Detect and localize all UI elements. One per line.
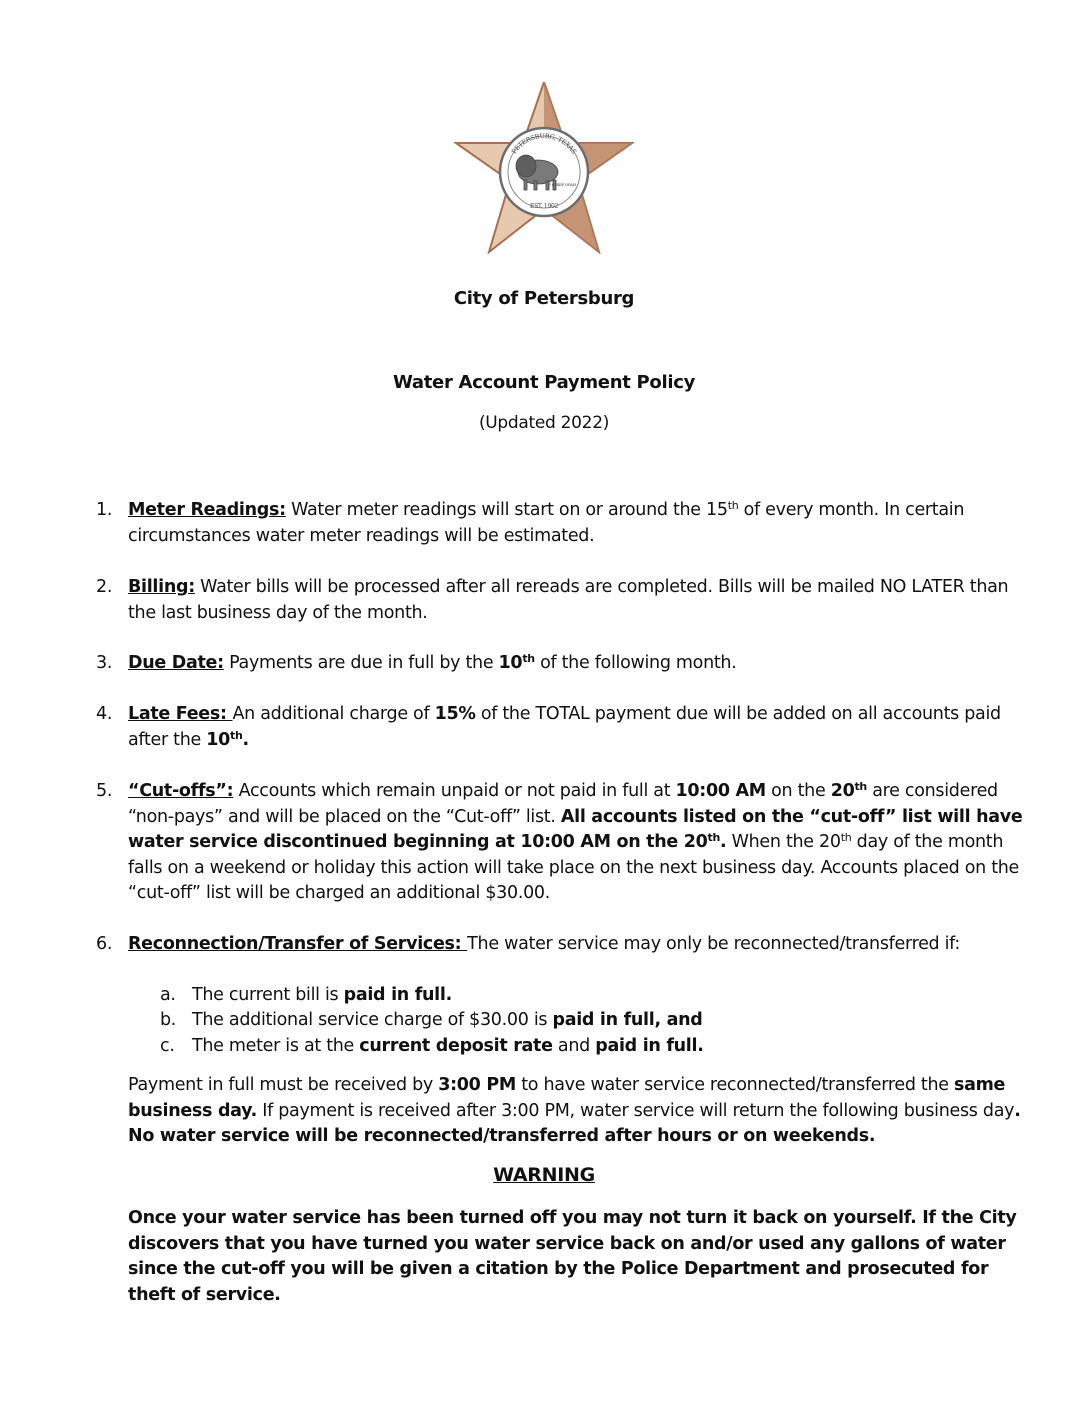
item-number: 5.	[96, 781, 113, 801]
item-label: Meter Readings:	[128, 500, 286, 520]
item-text: Water meter readings will start on or around the 15	[285, 500, 728, 520]
item-text: of the TOTAL payment due will be added on all accounts paid after the	[128, 704, 1001, 750]
policy-item-reconnection	[96, 932, 1026, 958]
condition-letter: b.	[160, 1010, 177, 1030]
condition-text: The current bill is	[192, 985, 344, 1005]
condition-bold: paid in full.	[595, 1036, 704, 1056]
ordinal-suffix: th	[727, 499, 739, 512]
payment-text: If payment is received after 3:00 PM, water service will return the following business day	[257, 1100, 1015, 1121]
condition-bold: current deposit rate	[359, 1036, 553, 1056]
payment-bold: same business day.	[128, 1075, 1006, 1121]
item-label: Billing:	[128, 577, 195, 597]
condition-item	[160, 1034, 1020, 1060]
condition-text: The additional service charge of $30.00 is	[192, 1010, 553, 1030]
condition-letter: c.	[160, 1036, 175, 1056]
policy-item-billing	[96, 575, 1026, 626]
ordinal-suffix: th	[230, 728, 243, 742]
item-number: 1.	[96, 500, 113, 520]
item-text: Payments are due in full by the	[223, 653, 499, 673]
updated-note: (Updated 2022)	[478, 413, 610, 433]
condition-bold: paid in full.	[343, 985, 452, 1005]
condition-letter: a.	[160, 985, 176, 1005]
item-text: of the following month.	[534, 653, 737, 673]
warning-heading: WARNING	[493, 1164, 595, 1186]
item-bold-text: 10:00 AM	[675, 781, 766, 801]
seal-text-bottom: EST. 1902	[530, 203, 558, 210]
payment-bold: . No water service will be reconnected/transferred after hours or on weekends.	[128, 1100, 1021, 1146]
policy-item-cut-offs	[96, 779, 1026, 907]
item-number: 4.	[96, 704, 113, 724]
payment-text: Payment in full must be received by	[128, 1075, 439, 1095]
city-seal-logo	[454, 82, 634, 254]
item-label: “Cut-offs”:	[128, 781, 234, 801]
item-label: Reconnection/Transfer of Services:	[128, 934, 468, 954]
item-bold-text: 15%	[434, 704, 476, 724]
item-bold-text: .	[720, 832, 727, 852]
item-bold-text: .	[242, 729, 249, 750]
item-bold-text: 10	[206, 729, 231, 750]
item-text: An additional charge of	[232, 704, 435, 724]
ordinal-suffix: th	[840, 831, 852, 844]
condition-text: and	[552, 1036, 596, 1056]
item-text: Accounts which remain unpaid or not paid in full at	[233, 781, 676, 801]
document-title: City of Petersburg	[453, 288, 635, 309]
payment-text: to have water service reconnected/transferred the	[515, 1075, 954, 1095]
seal-text-top: PETERSBURG, TEXAS	[509, 131, 579, 156]
payment-paragraph	[128, 1073, 1028, 1150]
item-label: Due Date:	[128, 653, 224, 673]
item-bold-text: 20	[830, 781, 855, 801]
item-text: on the	[765, 781, 831, 801]
item-text: day of the month falls on a weekend or holiday this action will take place on the next business day. Accounts placed on the “cut-off” list will be charged an additional $30.00.	[128, 832, 1020, 903]
condition-text: The meter is at the	[192, 1036, 360, 1056]
item-bold-text: All accounts listed on the “cut-off” list will have water service discontinued beginning at 10:00 AM on the 20	[128, 806, 1023, 852]
item-number: 3.	[96, 653, 113, 673]
policy-item-late-fees	[96, 702, 1026, 753]
ordinal-suffix: th	[707, 831, 720, 844]
warning-body: Once your water service has been turned off you may not turn it back on yourself. If the City discovers that you have turned you water service back on and/or used any gallons of water since the cut-off you will be given a citation by the Police Department and prosecuted for theft of service.	[128, 1208, 1017, 1305]
item-number: 6.	[96, 934, 113, 954]
seal-text-mid: P. CHIEF OPAH	[548, 182, 576, 187]
ordinal-suffix: th	[522, 652, 535, 665]
item-number: 2.	[96, 577, 113, 597]
policy-item-due-date	[96, 651, 1026, 677]
condition-item	[160, 1008, 1020, 1034]
item-label: Late Fees:	[128, 704, 233, 724]
item-text: are considered “non-pays” and will be placed on the “Cut-off” list.	[128, 781, 998, 827]
policy-item-meter-readings	[96, 498, 1026, 549]
item-text: When the 20	[726, 832, 841, 852]
ordinal-suffix: th	[854, 780, 867, 793]
condition-bold: paid in full, and	[552, 1010, 703, 1030]
item-text: Water bills will be processed after all rereads are completed. Bills will be mailed NO LATER than the last business day of the month.	[128, 577, 1009, 623]
condition-item	[160, 983, 1020, 1009]
item-bold-text: 10	[498, 653, 523, 673]
document-subtitle: Water Account Payment Policy	[392, 372, 696, 393]
item-text: of every month. In certain circumstances water meter readings will be estimated.	[128, 500, 965, 546]
item-text: The water service may only be reconnected/transferred if:	[467, 934, 961, 954]
payment-bold: 3:00 PM	[438, 1075, 516, 1095]
